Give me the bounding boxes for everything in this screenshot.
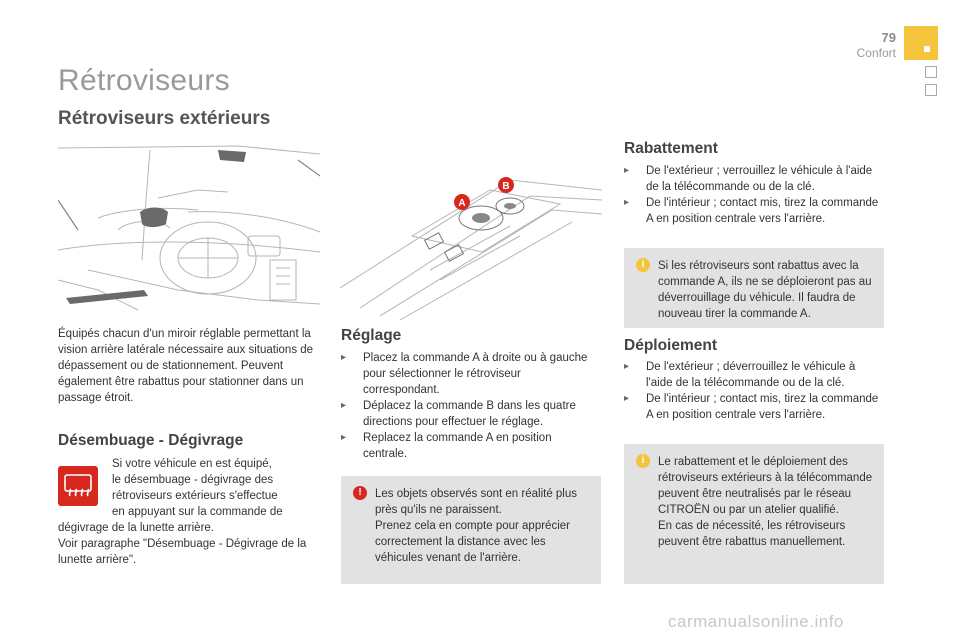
list-item: ▸ Déplacez la commande B dans les quatre directions pour effectuer le réglage.	[341, 398, 591, 430]
rabattement-heading: Rabattement	[624, 140, 718, 157]
defrost-reference: Voir paragraphe "Désembuage - Dégivrage de la lunette arrière".	[58, 538, 307, 566]
defrost-line: Si votre véhicule en est équipé,	[112, 458, 272, 470]
watermark-text: carmanualsonline.info	[668, 612, 844, 631]
section-tab[interactable]	[925, 66, 937, 78]
section-tab[interactable]	[925, 84, 937, 96]
warning-icon: !	[353, 486, 367, 500]
intro-paragraph: Équipés chacun d'un miroir réglable permettant la vision arrière latérale nécessaire aux situations de dépassement ou de stationnement. Peuvent également être rabattus pour stationner dans un passage étroit.	[58, 328, 314, 404]
list-item: ▸ De l'extérieur ; déverrouillez le véhicule à l'aide de la télécommande ou de la clé.	[624, 359, 880, 391]
defrost-line: rétroviseurs extérieurs s'effectue	[112, 490, 278, 502]
reglage-list	[341, 350, 591, 462]
defrost-text-block	[112, 456, 322, 520]
deploiement-heading: Déploiement	[624, 337, 718, 354]
deploiement-list	[624, 359, 880, 423]
info-text: Si les rétroviseurs sont rabattus avec la commande A, ils ne se déploieront pas au déverrouillage du véhicule. Il faudra de nouveau tirer la commande A.	[658, 260, 872, 320]
defrost-line: le désembuage - dégivrage des	[112, 474, 274, 486]
defrost-line: en appuyant sur la commande de	[112, 506, 283, 518]
list-item: ▸ De l'extérieur ; verrouillez le véhicule à l'aide de la télécommande ou de la clé.	[624, 163, 880, 195]
label-b: B	[502, 181, 510, 192]
info-note	[624, 248, 884, 328]
warning-text: Les objets observés sont en réalité plus près qu'ils ne paraissent.	[375, 488, 578, 516]
info-icon: i	[636, 258, 650, 272]
info-text: En cas de nécessité, les rétroviseurs peuvent être rabattus manuellement.	[658, 520, 846, 548]
warning-text: Prenez cela en compte pour apprécier correctement la distance avec les véhicules venant de l'arrière.	[375, 520, 570, 564]
section-subtitle: Rétroviseurs extérieurs	[58, 108, 271, 129]
section-tab-active[interactable]	[904, 26, 938, 60]
section-label: Confort	[856, 46, 896, 60]
rabattement-list	[624, 163, 880, 227]
page-number: 79	[881, 30, 896, 45]
label-a: A	[458, 198, 466, 209]
reglage-heading: Réglage	[341, 327, 402, 344]
rear-defrost-icon	[58, 466, 98, 506]
page-title: Rétroviseurs	[58, 64, 230, 97]
info-text: Le rabattement et le déploiement des rétroviseurs extérieurs à la télécommande peuvent être neutralisés par le réseau CITROËN ou par un atelier qualifié.	[658, 456, 873, 516]
dashboard-illustration	[58, 140, 320, 318]
list-item: ▸ Placez la commande A à droite ou à gauche pour sélectionner le rétroviseur correspondant.	[341, 350, 591, 398]
list-item: ▸ Replacez la commande A en position centrale.	[341, 430, 591, 462]
mirror-control-illustration	[340, 170, 602, 320]
info-icon: i	[636, 454, 650, 468]
list-item: ▸ De l'intérieur ; contact mis, tirez la commande A en position centrale vers l'arrière.	[624, 391, 880, 423]
defrost-heading: Désembuage - Dégivrage	[58, 432, 244, 449]
list-item: ▸ De l'intérieur ; contact mis, tirez la commande A en position centrale vers l'arrière.	[624, 195, 880, 227]
defrost-continued	[58, 520, 320, 568]
warning-note	[341, 476, 601, 584]
defrost-line: dégivrage de la lunette arrière.	[58, 522, 214, 534]
info-note	[624, 444, 884, 584]
